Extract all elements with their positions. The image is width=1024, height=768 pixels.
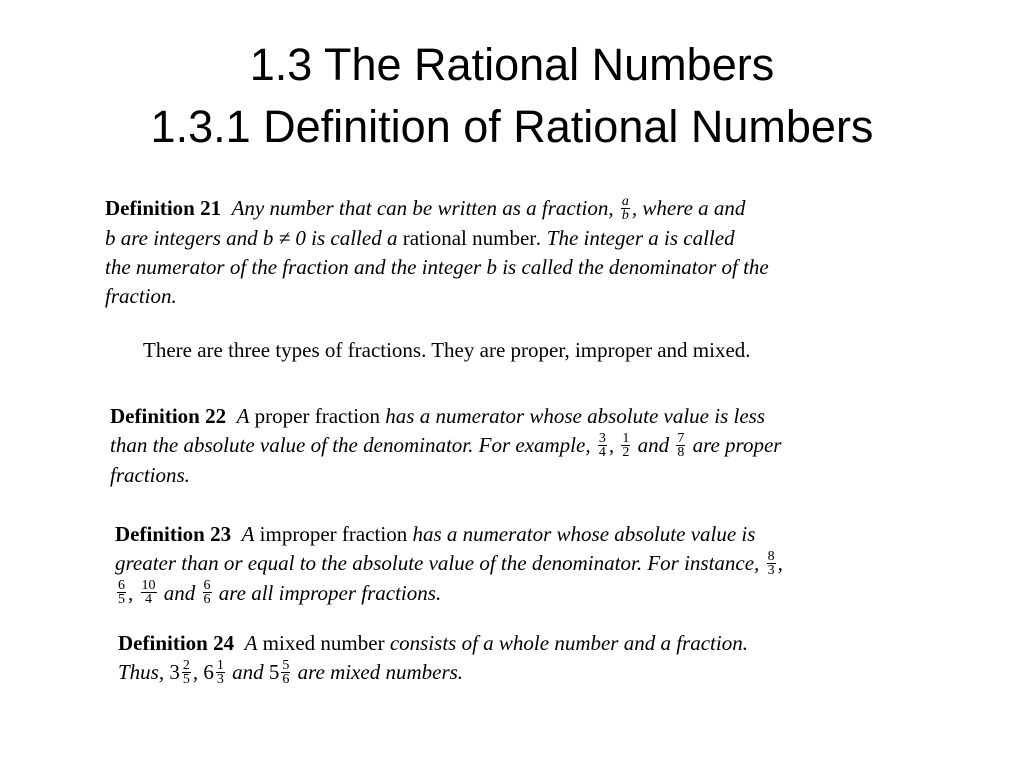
def23-fraction-1 [767, 550, 776, 577]
fraction-denominator: b [621, 207, 629, 223]
title-line-1: 1.3 The Rational Numbers [249, 39, 775, 90]
def24-text-1: A [244, 631, 258, 655]
fraction-denominator: 5 [182, 671, 190, 687]
def23-line-1 [115, 520, 957, 549]
definition-22 [110, 402, 952, 490]
def21-term: rational number [402, 225, 537, 250]
slide-title [0, 34, 1024, 158]
types-sentence-text: There are three types of fractions. They are proper, improper and mixed. [143, 338, 751, 362]
def22-separator: , [608, 433, 615, 457]
fraction-numerator: 1 [622, 430, 630, 446]
def22-fraction-1 [598, 432, 607, 459]
def22-line-1 [110, 402, 952, 431]
fraction-numerator: 3 [598, 430, 606, 446]
fraction-numerator: 2 [182, 657, 190, 673]
def24-text-3: Thus, [118, 660, 165, 684]
def24-term: mixed number [262, 631, 385, 655]
def24-text-2: consists of a whole number and a fraction. [389, 631, 748, 655]
def24-line-1 [118, 629, 958, 658]
def23-separator-1: , [777, 551, 783, 575]
title-line-2: 1.3.1 Definition of Rational Numbers [150, 101, 874, 152]
def22-fraction-3 [676, 432, 685, 459]
def23-text-2: has a numerator whose absolute value is [412, 522, 756, 546]
def23-line-2 [115, 549, 957, 579]
def23-fraction-3 [141, 579, 157, 606]
fraction-numerator: 6 [203, 578, 211, 594]
fraction-numerator: 7 [677, 430, 685, 446]
fraction-denominator: 6 [203, 592, 211, 608]
types-sentence [143, 336, 943, 365]
def24-mixed-2-whole: 6 [203, 660, 214, 684]
def22-text-1: A [236, 404, 250, 428]
def22-and: and [637, 433, 670, 457]
fraction-denominator: 3 [767, 562, 775, 578]
def23-separator-2: , [128, 580, 134, 605]
def23-line-3 [115, 579, 957, 609]
fraction-denominator: 8 [677, 444, 685, 460]
def24-mixed-1-fraction [182, 659, 191, 686]
def21-line-3: the numerator of the fraction and the integer b is called the denominator of the [105, 254, 769, 279]
def23-text-3: greater than or equal to the absolute value of the denominator. For instance, [115, 551, 760, 575]
def21-label: Definition 21 [105, 196, 222, 220]
def23-text-4: are all improper fractions. [218, 580, 442, 605]
def21-text-1: Any number that can be written as a fraction, [231, 196, 614, 220]
def24-and: and [232, 660, 264, 684]
def22-text-2: has a numerator whose absolute value is less [385, 404, 766, 428]
fraction-denominator: 2 [622, 444, 630, 460]
fraction-numerator: 6 [118, 578, 125, 594]
fraction-denominator: 3 [216, 671, 224, 687]
def21-text-3: b are integers and b ≠ 0 is called a [105, 225, 398, 250]
def24-mixed-2-fraction [216, 659, 225, 686]
fraction-numerator: a [621, 193, 629, 209]
def21-text-2: , where a and [631, 196, 746, 220]
def22-line-3: fractions. [110, 462, 190, 487]
def21-text-4: . The integer a is called [536, 225, 735, 250]
def23-fraction-4 [203, 579, 212, 606]
def22-label: Definition 22 [110, 404, 227, 428]
def23-label: Definition 23 [115, 522, 232, 546]
def21-line-4: fraction. [105, 283, 177, 308]
def22-line-2 [110, 431, 952, 461]
def24-text-4: are mixed numbers. [297, 660, 464, 684]
def23-text-1: A [241, 522, 255, 546]
fraction-numerator: 1 [216, 657, 224, 673]
fraction-denominator: 4 [145, 592, 152, 608]
def22-term: proper fraction [254, 404, 381, 428]
def24-separator: , [192, 660, 199, 684]
def22-fraction-2 [621, 432, 630, 459]
def24-mixed-3-fraction [281, 659, 290, 686]
def24-mixed-3-whole: 5 [268, 660, 280, 684]
fraction-numerator: 8 [767, 548, 775, 564]
def22-text-3: than the absolute value of the denominator. For example, [110, 433, 591, 457]
def23-term: improper fraction [259, 522, 408, 546]
fraction-numerator: 10 [141, 578, 156, 594]
definition-23 [115, 520, 957, 608]
fraction-denominator: 6 [282, 671, 290, 687]
definition-21 [105, 194, 947, 311]
def21-fraction-a-over-b [621, 195, 630, 222]
fraction-numerator: 5 [282, 657, 290, 673]
definition-24 [118, 629, 958, 688]
def21-line-2 [105, 224, 947, 253]
def23-fraction-2 [117, 579, 126, 606]
def24-mixed-1-whole: 3 [169, 660, 180, 684]
def21-line-1 [105, 194, 947, 224]
fraction-denominator: 5 [118, 592, 125, 608]
fraction-denominator: 4 [598, 444, 606, 460]
def23-and: and [163, 580, 196, 605]
def24-line-2 [118, 658, 958, 688]
def24-label: Definition 24 [118, 631, 235, 655]
def22-text-4: are proper [692, 433, 782, 457]
